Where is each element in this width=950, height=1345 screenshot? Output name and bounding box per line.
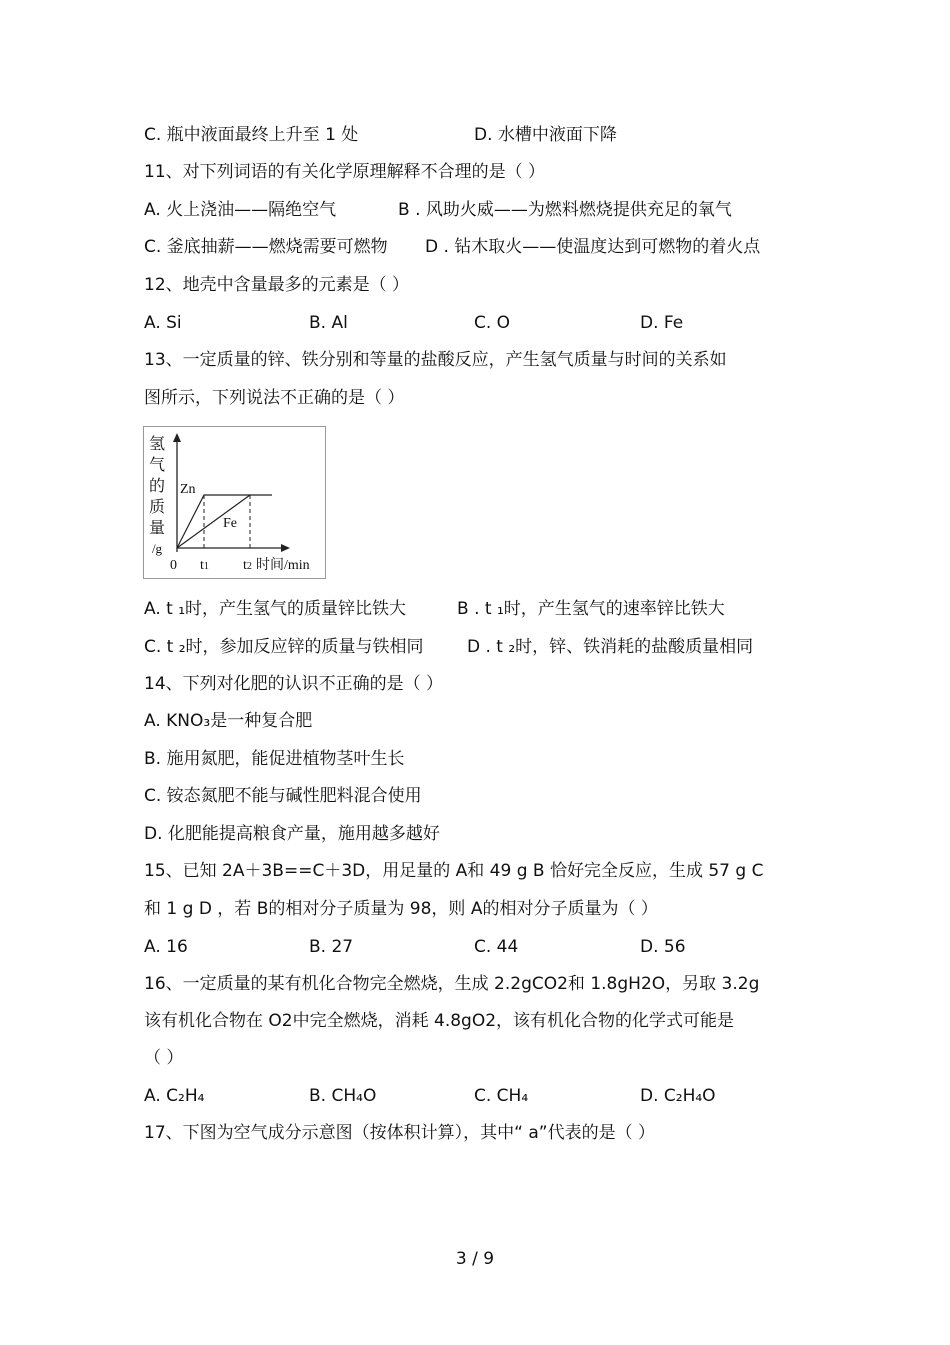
q15-option-a: A. 16 xyxy=(144,937,188,957)
q13-option-a: A. t ₁时，产生氢气的质量锌比铁大 xyxy=(144,599,407,619)
t2-letter: t xyxy=(243,558,247,573)
y-label-char: 量 xyxy=(148,518,165,537)
q15-option-d: D. 56 xyxy=(640,937,686,957)
fe-curve xyxy=(177,495,250,548)
y-label-char: 的 xyxy=(148,476,165,495)
q13-option-c: C. t ₂时，参加反应锌的质量与铁相同 xyxy=(144,637,424,657)
q16-option-c: C. CH₄ xyxy=(474,1086,529,1106)
zn-label: Zn xyxy=(180,482,196,497)
fe-label: Fe xyxy=(223,516,237,531)
q14-option-b: B. 施用氮肥，能促进植物茎叶生长 xyxy=(144,749,405,769)
q17-stem: 17、下图为空气成分示意图（按体积计算），其中“ a”代表的是（ ） xyxy=(144,1123,655,1143)
q10-option-c: C. 瓶中液面最终上升至 1 处 xyxy=(144,125,359,145)
y-label-char: 质 xyxy=(148,497,165,516)
q15-stem-line-2: 和 1 g D ，若 B的相对分子质量为 98，则 A的相对分子质量为（ ） xyxy=(144,899,658,919)
q11-option-c: C. 釜底抽薪——燃烧需要可燃物 xyxy=(144,237,388,257)
hydrogen-mass-time-figure xyxy=(143,426,326,579)
t1-label xyxy=(200,558,209,575)
y-axis-arrow xyxy=(173,433,181,442)
y-label-char: 氢 xyxy=(148,434,165,453)
t1-letter: t xyxy=(200,558,204,573)
q13-option-b: B . t ₁时，产生氢气的速率锌比铁大 xyxy=(457,599,725,619)
x-axis-label: 时间/min xyxy=(256,558,310,573)
q16-stem-line-3: （ ） xyxy=(144,1048,184,1068)
q13-option-d: D . t ₂时，锌、铁消耗的盐酸质量相同 xyxy=(467,637,754,657)
y-label-char: 气 xyxy=(148,455,165,474)
y-axis-label xyxy=(148,433,166,559)
x-axis-arrow xyxy=(281,544,290,552)
q11-option-b: B . 风助火威——为燃料燃烧提供充足的氧气 xyxy=(398,200,732,220)
q15-option-c: C. 44 xyxy=(474,937,519,957)
q12-option-d: D. Fe xyxy=(640,313,684,333)
q13-stem-line-1: 13、一定质量的锌、铁分别和等量的盐酸反应，产生氢气质量与时间的关系如 xyxy=(144,350,727,370)
q16-option-a: A. C₂H₄ xyxy=(144,1086,205,1106)
q12-option-a: A. Si xyxy=(144,313,182,333)
q16-option-d: D. C₂H₄O xyxy=(640,1086,716,1106)
q16-stem-line-2: 该有机化合物在 O2中完全燃烧，消耗 4.8gO2，该有机化合物的化学式可能是 xyxy=(144,1011,735,1031)
q13-stem-line-2: 图所示，下列说法不正确的是（ ） xyxy=(144,388,405,408)
q14-option-c: C. 铵态氮肥不能与碱性肥料混合使用 xyxy=(144,786,422,806)
q10-option-d: D. 水槽中液面下降 xyxy=(474,125,617,145)
q12-option-b: B. Al xyxy=(309,313,348,333)
q16-option-b: B. CH₄O xyxy=(309,1086,377,1106)
y-label-unit: /g xyxy=(151,541,163,556)
q11-option-d: D . 钻木取火——使温度达到可燃物的着火点 xyxy=(425,237,761,257)
page-number: 3 / 9 xyxy=(455,1249,495,1269)
q11-stem: 11、对下列词语的有关化学原理解释不合理的是（ ） xyxy=(144,162,546,182)
origin-label: 0 xyxy=(170,558,177,573)
q14-option-a: A. KNO₃是一种复合肥 xyxy=(144,711,313,731)
q15-stem-line-1: 15、已知 2A＋3B==C＋3D，用足量的 A和 49 g B 恰好完全反应，生成 57 g C xyxy=(144,861,764,881)
q12-option-c: C. O xyxy=(474,313,511,333)
q14-option-d: D. 化肥能提高粮食产量，施用越多越好 xyxy=(144,824,440,844)
t2-subscript: 2 xyxy=(246,561,252,572)
t2-label xyxy=(243,558,252,575)
t1-subscript: 1 xyxy=(203,561,209,572)
q16-stem-line-1: 16、一定质量的某有机化合物完全燃烧，生成 2.2gCO2和 1.8gH2O，另取 3.2g xyxy=(144,974,760,994)
q11-option-a: A. 火上浇油——隔绝空气 xyxy=(144,200,337,220)
q15-option-b: B. 27 xyxy=(309,937,354,957)
q12-stem: 12、地壳中含量最多的元素是（ ） xyxy=(144,275,410,295)
q14-stem: 14、下列对化肥的认识不正确的是（ ） xyxy=(144,674,444,694)
